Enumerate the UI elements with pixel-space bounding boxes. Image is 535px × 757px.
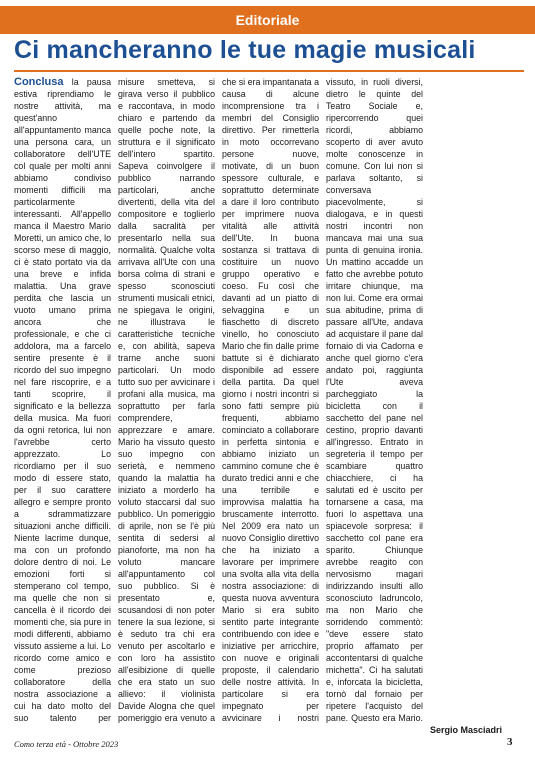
- section-banner: Editoriale: [0, 6, 535, 34]
- column-text: la pausa estiva riprendiamo le nostre attività, ma quest'anno all'appuntamento manca una persona cara, un collaboratore dell'UTE col quale per molti anni abbiamo condiviso momenti difficili ma particolarmente interessanti. All'appello manca il Maestro Mario Moretti, un amico che, lo scorso mese di maggio, ci è stato portato via da una breve e infida malattia. Una grave perdita che lascia un vuoto umano prima ancora che professionale, e che ci addolora, ma a farcelo sentire presente è il ricordo del suo impegno nel fare riscoprire, e a tanti scoprire, il significato e la bellezza della musica. Ma fuori da ogni retorica, lui non l'avrebbe certo apprezzato. Lo ricordiamo per il suo modo di essere stato, per il suo carattere allegro e sempre pronto a sdrammatizzare situazioni anche difficili. Niente lacrime dunque, ma con un profondo dolore dentro di noi. Le emozioni forti si stemperano col tempo, ma quelle che non si cancella è il ricordo dei momenti che, sia pure in modi differenti, abbiamo vissuto assieme a lui. Lo ricordo come amico e come prezioso collaboratore della nostra associazione a cui ha dato molto del suo talento per: [14, 77, 111, 723]
- article-column-3: [222, 76, 319, 726]
- column-text: misure smetteva, si girava verso il pubblico e raccontava, in modo chiaro e partendo da quelle poche note, la struttura e il significato dell'intero spartito. Sapeva coinvolgere il pubblico narrando particolari, anche divertenti, della vita del compositore e toglierlo dalla sacralità per presentarlo nella sua normalità. Qualche volta arrivava all'Ute con una borsa colma di strani e spesso sconosciuti strumenti musicali etnici, ne spiegava le origini, ne illustrava le caratteristiche tecniche e, con abilità, sapeva trarne anche suoni particolari. Un modo tutto suo per avvicinare i profani alla musica, ma soprattutto per farla comprendere, apprezzare e amare. Mario ha vissuto questo suo impegno con serietà, e nemmeno quando la malattia ha iniziato a morderlo ha voluto staccarsi dal suo pubblico. Un pomeriggio di aprile, non se l'è più sentita di sedersi al pianoforte, ma non ha voluto mancare all'appuntamento col suo pubblico. Si è presentato e, scusandosi di non poter tenere la sua lezione, si è seduto tra chi era venuto per ascoltarlo e con loro ha assistito all'esibizione di quelle che era stato un suo allievo: il violinista Davide Alogna che quel pomeriggio era venuto a: [118, 77, 215, 723]
- column-text: che si era impantanata a causa di alcune incomprensione tra i membri del Consiglio direttivo. Per rimetterla in moto occorrevano persone nuove, motivate, di un buon spessore culturale, e soprattutto determinate a dare il loro contributo per imprimere nuova vitalità alle attività dell'Ute. In buona sostanza si trattava di costituire un nuovo gruppo operativo e coeso. Fu così che davanti ad un piatto di selvaggina e un fiaschetto di discreto vinello, ho conosciuto Mario che fin dalle prime battute si è dichiarato disponibile ad essere della partita. Da quel giorno i nostri incontri si sono fatti sempre più frequenti, abbiamo cominciato a collaborare in perfetta sintonia e abbiamo iniziato un cammino comune che è durato tredici anni e che una terribile e improvvisa malattia ha bruscamente interrotto. Nel 2009 era nato un nuovo Consiglio direttivo che ha iniziato a lavorare per imprimere una svolta alla vita della nostra associazione: di questa nuova avventura Mario si era subito sentito parte integrante contribuendo con idee e iniziative per arricchire, con nuove e originali proposte, il calendario delle nostre attività. In particolare si era impegnato per avvicinare i nostri: [222, 77, 319, 723]
- article-column-2: [118, 76, 215, 726]
- publication-footer: Como terza età - Ottobre 2023: [14, 739, 119, 749]
- lead-word: Conclusa: [14, 76, 64, 88]
- article-body: [14, 76, 524, 726]
- article-column-1: [14, 76, 111, 726]
- page-number: 3: [507, 736, 513, 748]
- article-column-4: [326, 76, 423, 726]
- title-divider: [14, 70, 524, 72]
- article-title: Ci mancheranno le tue magie musicali: [14, 36, 476, 64]
- column-text: vissuto, in ruoli diversi, dietro le quinte del Teatro Sociale e, ripercorrendo quei ricordi, abbiamo scoperto di aver avuto molte conoscenze in comune. Con lui non si parlava soltanto, si conversava piacevolmente, si dialogava, e in questi nostri incontri non mancava mai una sua punta di genuina ironia. Un mattino accadde un fatto che avrebbe potuto irritare chiunque, ma non lui. Come era ormai sua abitudine, prima di passare all'Ute, andava ad acquistare il pane dal fornaio di via Cadorna e anche quel giorno c'era andato poi, raggiunta l'Ute aveva parcheggiato la bicicletta con il sacchetto del pane nel cestino, proprio davanti all'ingresso. Entrato in segreteria il tempo per scambiare quattro chiacchiere, ci ha salutati ed è uscito per tornarsene a casa, ma fuori lo aspettava una spiacevole sorpresa: il sacchetto col pane era sparito. Chiunque avrebbe reagito con nervosismo magari indirizzando insulti allo sconosciuto ladruncolo, ma non Mario che sorridendo commentò: "deve essere stato proprio affamato per accontentarsi di qualche michetta". Ci ha salutati e, inforcata la bicicletta, tornò dal fornaio per ripetere l'acquisto del pane. Questo era Mario.: [326, 77, 423, 723]
- author-signature: Sergio Masciadri: [430, 725, 503, 735]
